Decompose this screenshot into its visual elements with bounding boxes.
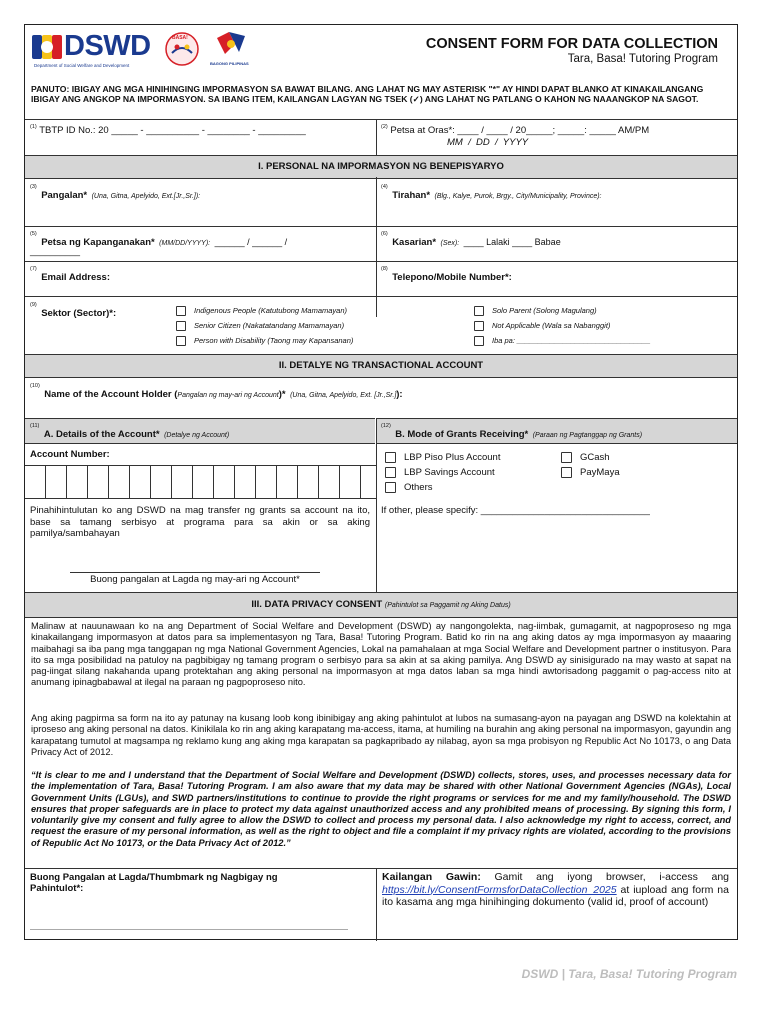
privacy-paragraph-2: Ang aking pagpirma sa form na ito ay patunay na kusang loob kong ibinibigay ang aking pahintulot at lubos na sumasang-ayon na payagan ang DSWD na kolektahin at iproseso ang aking personal na datos. Kinikilala ko rin ang aking karapatang ma-access, itama, at humiling na burahin ang aking personal na impormasyon, gayundin ang karapatang tumutol at magsampa ng reklamo kung ang aking mga karapatan sa pagkapribado ay nilabag, ayon sa mga probisyon ng Republic Act No 10173, o ang Data Privacy Act of 2012. xyxy=(31,713,731,757)
account-number-boxes[interactable] xyxy=(25,465,376,499)
grant-option[interactable]: LBP Savings Account xyxy=(385,465,555,480)
sector-option-other[interactable]: Iba pa: ________________________________ xyxy=(474,333,734,348)
account-digit-box[interactable] xyxy=(151,466,172,498)
account-digit-box[interactable] xyxy=(109,466,130,498)
checkbox-icon[interactable] xyxy=(474,321,484,331)
grant-mode-header: $^{(12)}$ B. Mode of Grants Receiving* (Paraan ng Pagtanggap ng Grants) xyxy=(376,418,737,444)
form-title: CONSENT FORM FOR DATA COLLECTION xyxy=(425,36,718,52)
sector-option[interactable]: Indigenous People (Katutubong Mamamayan) xyxy=(176,303,466,318)
sector-option[interactable]: Senior Citizen (Nakatatandang Mamamayan) xyxy=(176,318,466,333)
account-digit-box[interactable] xyxy=(193,466,214,498)
checkbox-icon[interactable] xyxy=(561,452,572,463)
account-digit-box[interactable] xyxy=(256,466,277,498)
account-details-header: $^{(11)}$ A. Details of the Account* (Detalye ng Account) xyxy=(25,418,375,444)
consent-form-link[interactable]: https://bit.ly/ConsentFormsforDataCollection_2025 xyxy=(382,883,617,896)
grant-option[interactable]: GCash xyxy=(561,450,731,465)
consent-signature-label: Buong Pangalan at Lagda/Thumbmark ng Nagbigay ng Pahintulot*: xyxy=(30,872,278,894)
account-digit-box[interactable] xyxy=(235,466,256,498)
section-1-header: I. PERSONAL NA IMPORMASYON NG BENEPISYARYO xyxy=(25,155,737,179)
bagong-pilipinas-text: BAGONG PILIPINAS xyxy=(210,61,249,66)
program-name: Tara, Basa! Tutoring Program xyxy=(567,53,718,65)
checkbox-icon[interactable] xyxy=(561,467,572,478)
account-digit-box[interactable] xyxy=(88,466,109,498)
checkbox-icon[interactable] xyxy=(474,306,484,316)
form-frame xyxy=(24,24,738,940)
account-number-label: Account Number: xyxy=(30,449,110,460)
dswd-fullname: Department of Social Welfare and Development xyxy=(34,63,130,68)
date-format-hint: MM / DD / YYYY xyxy=(447,137,529,148)
other-grant-field[interactable]: If other, please specify: ________________________________ xyxy=(381,505,650,516)
address-field[interactable]: $^{(4)}$ Tirahan* (Blg., Kalye, Purok, Brgy., City/Municipality, Province): xyxy=(381,184,602,201)
privacy-paragraph-1: Malinaw at nauunawaan ko na ang Department of Social Welfare and Development (DSWD) ay nangongolekta, nag-iimbak, gumagamit, at nagpoproseso ng mga kinakailangang impormasyon at datos para sa implementasyon ng Tara, Basa! Tutoring Program. Batid ko rin na ang aking datos ay mga impormasyon ay maaaring maibahagi sa iba pang mga tanggapan ng mga National Government Agencies, Lokal na pamahalaan at mga Social Welfare and Development partner o institusyon. Para ito sa mga posibilidad na patuloy na pagbibigay ng tamang program o serbisyo para sa akin at sa aking pamilya. Ang DSWD ay sinisigurado na may wasto at sapat na pag-iingat silang nakahanda upang protektahan ang aking personal na impormasyon at mga datos laban sa mga hindi awtorisadong paggamit o pag-access nito at anumang ipinagbabawal at ilegal na paraan ng pagpoproseso nito. xyxy=(31,621,731,688)
account-digit-box[interactable] xyxy=(46,466,67,498)
account-signature-caption: Buong pangalan at Lagda ng may-ari ng Account* xyxy=(90,574,300,585)
account-digit-box[interactable] xyxy=(25,466,46,498)
sex-field[interactable]: $^{(6)}$ Kasarian* (Sex): ____ Lalaki ____ Babae xyxy=(381,231,561,248)
birthdate-field[interactable]: $^{(5)}$ Petsa ng Kapanganakan* (MM/DD/YYYY): ______ / ______ / xyxy=(30,231,288,248)
grant-option[interactable]: PayMaya xyxy=(561,465,731,480)
consent-signature-line[interactable] xyxy=(30,929,348,930)
birthdate-year-blank[interactable]: __________ xyxy=(30,246,81,256)
checkbox-icon[interactable] xyxy=(176,336,186,346)
page-footer: DSWD | Tara, Basa! Tutoring Program xyxy=(521,967,737,981)
account-signature-line[interactable] xyxy=(70,572,320,573)
sector-option[interactable]: Person with Disability (Taong may Kapansanan) xyxy=(176,333,466,348)
dswd-wordmark: DSWD xyxy=(64,30,151,62)
authorization-text: Pinahihintulutan ko ang DSWD na mag transfer ng grants sa account na ito, base sa tamang serbisyo at programa para sa akin or sa aking pamilya/sambahayan xyxy=(30,505,370,539)
sector-options-right xyxy=(474,303,734,348)
account-holder-field[interactable]: $^{(10)}$ Name of the Account Holder (Pangalan ng may-ari ng Account)* (Una, Gitna, Apelyido, Ext. [Jr.,Sr.]): xyxy=(30,383,403,400)
account-digit-box[interactable] xyxy=(214,466,235,498)
sector-option[interactable]: Not Applicable (Wala sa Nabanggit) xyxy=(474,318,734,333)
instructions: PANUTO: IBIGAY ANG MGA HINIHINGING IMPORMASYON SA BAWAT BILANG. ANG LAHAT NG MAY ASTERISK "*" AY HINDI DAPAT BLANKO AT KINAKAILANGANG IBIGAY ANG ANGKOP NA IMPORMASYON. SA IBANG ITEM, KAILANGAN LAGYAN NG TSEK (✓) ANG LAHAT NG PATLANG O KAHON NG NAAANGKOP NA SAGOT. xyxy=(31,84,704,104)
checkbox-icon[interactable] xyxy=(474,336,484,346)
checkbox-icon[interactable] xyxy=(385,452,396,463)
required-text: Gamit ang iyong browser, i-access ang xyxy=(494,871,729,883)
phone-field[interactable]: $^{(8)}$ Telepono/Mobile Number*: xyxy=(381,266,512,283)
section-2-header: II. DETALYE NG TRANSACTIONAL ACCOUNT xyxy=(25,354,737,378)
account-digit-box[interactable] xyxy=(130,466,151,498)
grant-mode-options xyxy=(385,450,555,495)
sector-label: $^{(9)}$ Sektor (Sector)*: xyxy=(30,302,117,319)
checkbox-icon[interactable] xyxy=(385,482,396,493)
sector-option[interactable]: Solo Parent (Solong Magulang) xyxy=(474,303,734,318)
account-digit-box[interactable] xyxy=(172,466,193,498)
date-time-field[interactable]: $^{(2)}$ Petsa at Oras*: ____ / ____ / 20_____; _____: _____ AM/PM xyxy=(381,124,650,136)
account-digit-box[interactable] xyxy=(298,466,319,498)
grant-mode-options-right xyxy=(561,450,731,480)
privacy-paragraph-3: “It is clear to me and I understand that the Department of Social Welfare and Development (DSWD) collects, stores, uses, and processes necessary data for the implementation of Tara, Basa! Tutoring Program. I am also aware that my data may be shared with other National Government Agencies (NGAs), Local Government Units (LGUs), and SWD partners/institutions to continue to provide the right programs or services for me and my family/household. The DSWD ensures that proper safeguards are in place to protect my data against unauthorized access and any prohibited means of processing. By signing this form, I voluntarily give my consent and fully agree to allow the DSWD to collect and process my personal data. I also acknowledge my right to access, correct, and request the erasure of my personal information, as well as the right to object and file a complaint if my privacy rights are violated, according to the provisions of Republic Act No 10173, or the Data Privacy Act of 2012.” xyxy=(31,770,731,848)
grant-option[interactable]: Others xyxy=(385,480,555,495)
email-field[interactable]: $^{(7)}$ Email Address: xyxy=(30,266,110,283)
checkbox-icon[interactable] xyxy=(176,321,186,331)
required-text-2: iupload ang form na ito kasama ang mga hinihinging dokumento (valid id, proof of account) xyxy=(382,883,729,908)
basa-logo-text: BASA! xyxy=(172,35,188,41)
account-digit-box[interactable] xyxy=(67,466,88,498)
checkbox-icon[interactable] xyxy=(385,467,396,478)
section-3-header: III. DATA PRIVACY CONSENT (Pahintulot sa Paggamit ng Aking Datus) xyxy=(25,592,737,618)
grant-option[interactable]: LBP Piso Plus Account xyxy=(385,450,555,465)
required-action: Kailangan Gawin: Gamit ang iyong browser, i-access ang https://bit.ly/ConsentFormsforDataCollection_2025 at iupload ang form na ito kasama ang mga hinihinging dokumento (valid id, proof of account) xyxy=(382,871,729,908)
account-digit-box[interactable] xyxy=(319,466,340,498)
tbtp-id-field[interactable]: $^{(1)}$ TBTP ID No.: 20 _____ - __________ - ________ - _________ xyxy=(30,124,306,136)
required-label: Kailangan Gawin: xyxy=(382,871,481,883)
account-digit-box[interactable] xyxy=(277,466,298,498)
checkbox-icon[interactable] xyxy=(176,306,186,316)
name-field[interactable]: $^{(3)}$ Pangalan* (Una, Gitna, Apelyido, Ext.[Jr.,Sr.]): xyxy=(30,184,201,201)
sector-options-left xyxy=(176,303,466,348)
account-digit-box[interactable] xyxy=(340,466,361,498)
